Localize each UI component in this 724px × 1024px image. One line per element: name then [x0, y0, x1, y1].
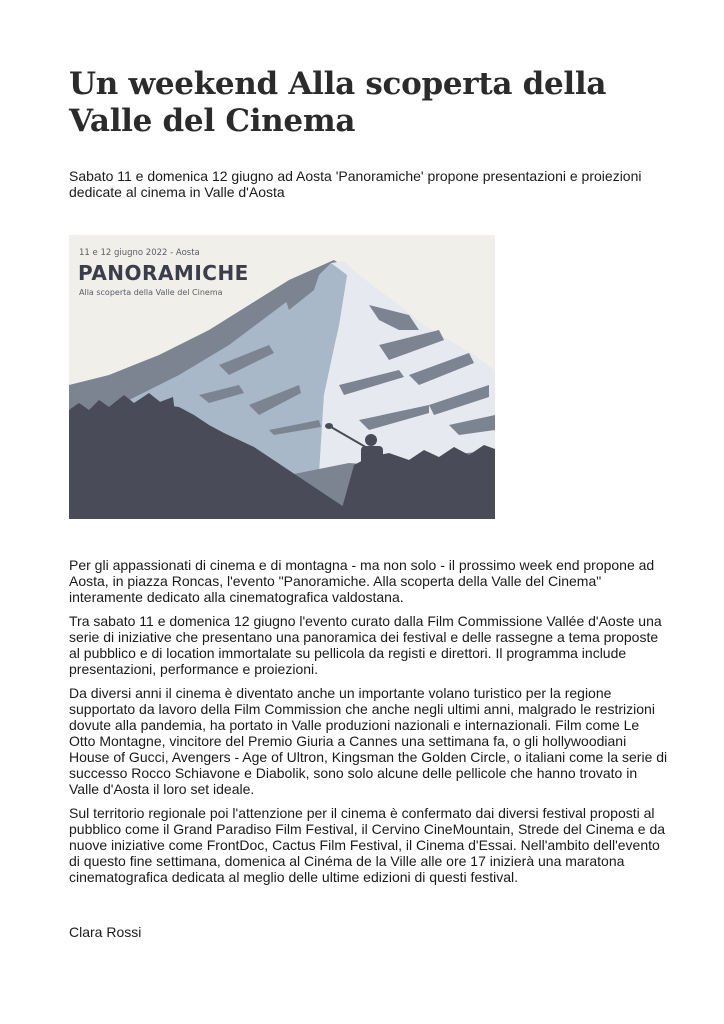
paragraph: Tra sabato 11 e domenica 12 giugno l'evento curato dalla Film Commissione Vallée d'Aoste una serie di iniziative che presentano una panoramica dei festival e delle rassegne a tema proposte al pubblico e di location immortalate su pellicola da registi e direttori. Il programma include presentazioni, performance e proiezioni. — [69, 613, 662, 677]
poster-date: 11 e 12 giugno 2022 - Aosta — [79, 248, 200, 258]
paragraph: Per gli appassionati di cinema e di montagna - ma non solo - il prossimo week end propone ad Aosta, in piazza Roncas, l'evento "Panoramiche. Alla scoperta della Valle del Cinema" interamente dedicato alla cinematografica valdostana. — [69, 557, 655, 605]
hero-image — [69, 235, 495, 519]
poster-title: PANORAMICHE — [78, 261, 249, 285]
paragraph: Da diversi anni il cinema è diventato anche un importante volano turistico per la regione supportato da lavoro della Film Commission che anche negli ultimi anni, malgrado le restrizioni dovute alla pandemia, ha portato in Valle produzioni nazionali e internazionali. Film come Le Otto Montagne, vincitore del Premio Giuria a Cannes una settimana fa, o gli hollywoodiani House of Gucci, Avengers - Age of Ultron, Kingsman the Golden Circle, o italiani come la serie di successo Rocco Schiavone e Diabolik, sono solo alcune delle pellicole che hanno trovato in Valle d'Aosta il loro set ideale. — [69, 685, 668, 797]
article-body — [69, 557, 669, 893]
article-title: Un weekend Alla scoperta della Valle del Cinema — [69, 66, 607, 139]
poster-subtitle: Alla scoperta della Valle del Cinema — [79, 288, 223, 297]
article-subtitle: Sabato 11 e domenica 12 giugno ad Aosta 'Panoramiche' propone presentazioni e proiezioni dedicate al cinema in Valle d'Aosta — [69, 168, 642, 200]
article-author: Clara Rossi — [69, 924, 142, 940]
paragraph: Sul territorio regionale poi l'attenzione per il cinema è confermato dai diversi festival proposti al pubblico come il Grand Paradiso Film Festival, il Cervino CineMountain, Strede del Cinema e da nuove iniziative come FrontDoc, Cactus Film Festival, il Cinema d'Essai. Nell'ambito dell'evento di questo fine settimana, domenica al Cinéma de la Ville alle ore 17 inizierà una maratona cinematografica dedicata al meglio delle ultime edizioni di questi festival. — [69, 805, 666, 885]
